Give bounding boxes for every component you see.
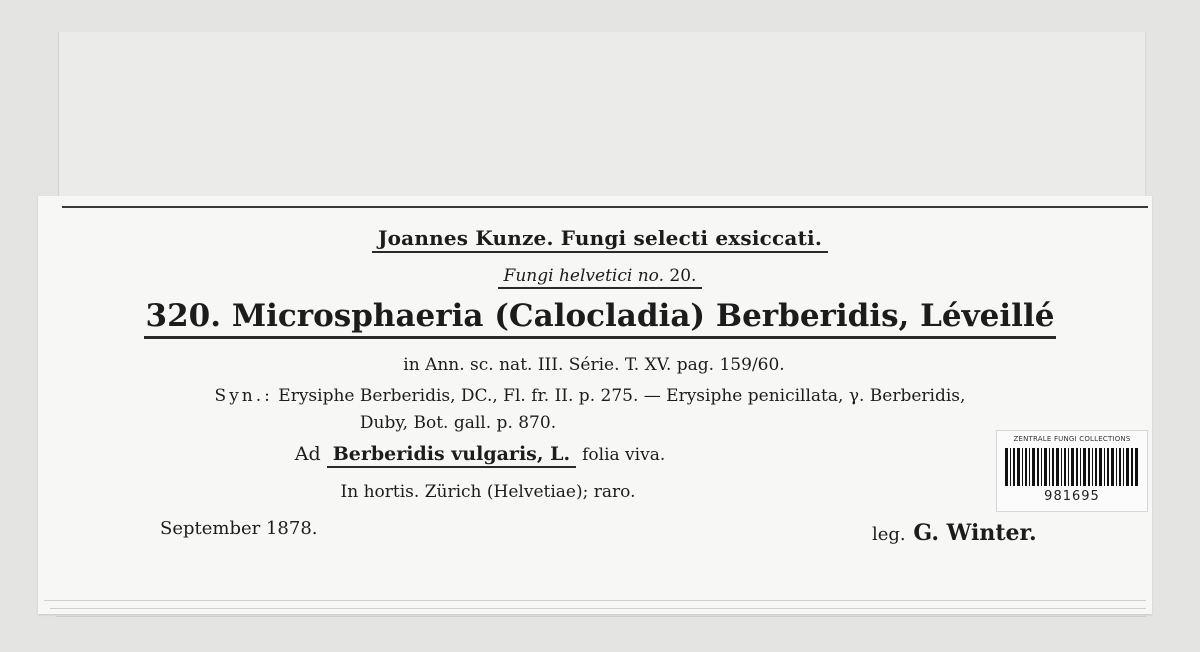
subseries-prefix: Fungi helvetici no. bbox=[503, 266, 664, 286]
label-edge-3 bbox=[56, 616, 1146, 617]
collector-prefix: leg. bbox=[872, 524, 906, 545]
locality: In hortis. Zürich (Helvetiae); raro. bbox=[340, 482, 636, 502]
species-title: 320. Microsphaeria (Calocladia) Berberidis, Léveillé bbox=[0, 298, 1200, 334]
barcode-icon bbox=[1005, 448, 1139, 486]
label-edge-1 bbox=[44, 600, 1146, 601]
host-name: Berberidis vulgaris, L. bbox=[327, 443, 576, 468]
subseries bbox=[0, 266, 1200, 286]
collection-date: September 1878. bbox=[160, 518, 318, 539]
collector-name: G. Winter. bbox=[913, 520, 1037, 546]
subseries-number: 20. bbox=[669, 266, 697, 286]
series-title: Joannes Kunze. Fungi selecti exsiccati. bbox=[0, 226, 1200, 250]
host-suffix: folia viva. bbox=[582, 445, 666, 465]
background-sheet bbox=[58, 32, 1146, 212]
synonym-line bbox=[0, 386, 1190, 406]
top-rule bbox=[62, 206, 1148, 208]
synonym-continuation: Duby, Bot. gall. p. 870. bbox=[359, 413, 557, 433]
synonym-prefix: Syn.: bbox=[214, 386, 273, 406]
barcode-header: ZENTRALE FUNGI COLLECTIONS bbox=[1013, 435, 1131, 443]
barcode-number: 981695 bbox=[1044, 489, 1100, 504]
barcode-label bbox=[996, 430, 1148, 512]
host-line bbox=[0, 443, 1080, 465]
reference: in Ann. sc. nat. III. Série. T. XV. pag. 159/60. bbox=[403, 355, 785, 375]
host-prefix: Ad bbox=[294, 443, 321, 465]
label-edge-2 bbox=[50, 608, 1146, 609]
synonym-text: Erysiphe Berberidis, DC., Fl. fr. II. p. 275. — Erysiphe penicillata, γ. Berberidis, bbox=[278, 386, 966, 406]
collector bbox=[872, 520, 1037, 546]
